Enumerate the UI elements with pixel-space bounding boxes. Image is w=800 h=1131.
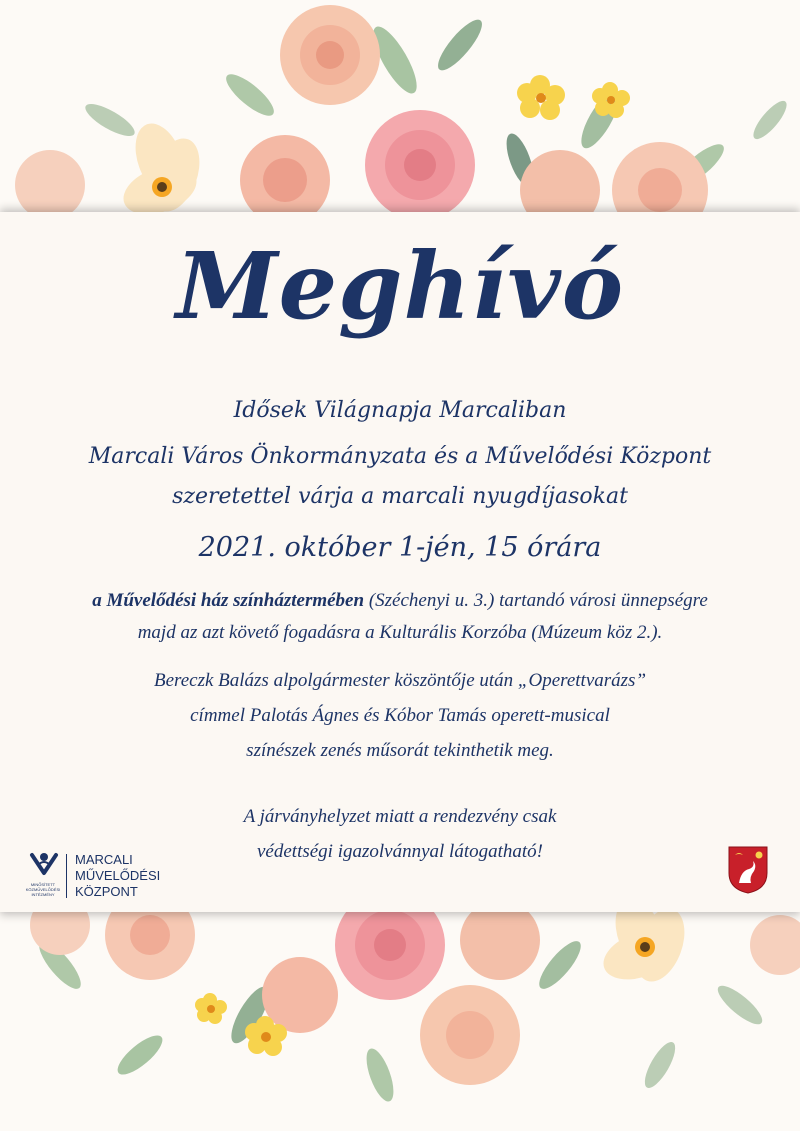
notice-line-1: A járványhelyzet miatt a rendezvény csak <box>243 806 557 827</box>
coat-of-arms-icon <box>727 845 769 895</box>
program-line-2: címmel Palotás Ágnes és Kóbor Tamás operett-musical <box>190 705 610 726</box>
logo-divider <box>66 854 67 898</box>
program-line-3: színészek zenés műsorát tekinthetik meg. <box>246 740 554 761</box>
venue-line-2: majd az azt követő fogadásra a Kulturális Korzóba (Múzeum köz 2.). <box>137 622 663 643</box>
program-line-1: Bereczk Balázs alpolgármester köszöntője után „Operettvarázs” <box>153 670 647 691</box>
header-line-1: Idősek Világnapja Marcaliban <box>233 398 567 423</box>
mmk-sub-3: INTÉZMÉNY <box>31 892 55 897</box>
mmk-sub-2: KÖZMŰVELŐDÉSI <box>25 887 61 892</box>
mmk-sub-1: MINŐSÍTETT <box>30 882 56 887</box>
venue-address: (Széchenyi u. 3.) tartandó városi ünnepségre <box>364 590 708 611</box>
mmk-line-3: KÖZPONT <box>75 884 138 899</box>
mmk-sub-label <box>18 882 68 897</box>
mmk-line-1: MARCALI <box>75 852 133 867</box>
mmk-logo-text <box>75 852 160 900</box>
floral-decoration-bottom <box>0 905 800 1131</box>
header-line-2: Marcali Város Önkormányzata és a Művelődési Központ <box>88 444 712 469</box>
mmk-logo-icon <box>26 845 62 881</box>
floral-decoration-top <box>0 0 800 215</box>
venue-line-1 <box>0 590 800 612</box>
invitation-title: Meghívó <box>175 232 625 340</box>
notice-line-2: védettségi igazolvánnyal látogatható! <box>256 841 543 862</box>
event-date: 2021. október 1-jén, 15 órára <box>198 532 602 563</box>
header-line-3: szeretettel várja a marcali nyugdíjasokat <box>172 484 628 509</box>
venue-place: a Művelődési ház színháztermében <box>92 590 365 611</box>
mmk-line-2: MŰVELŐDÉSI <box>75 868 161 883</box>
